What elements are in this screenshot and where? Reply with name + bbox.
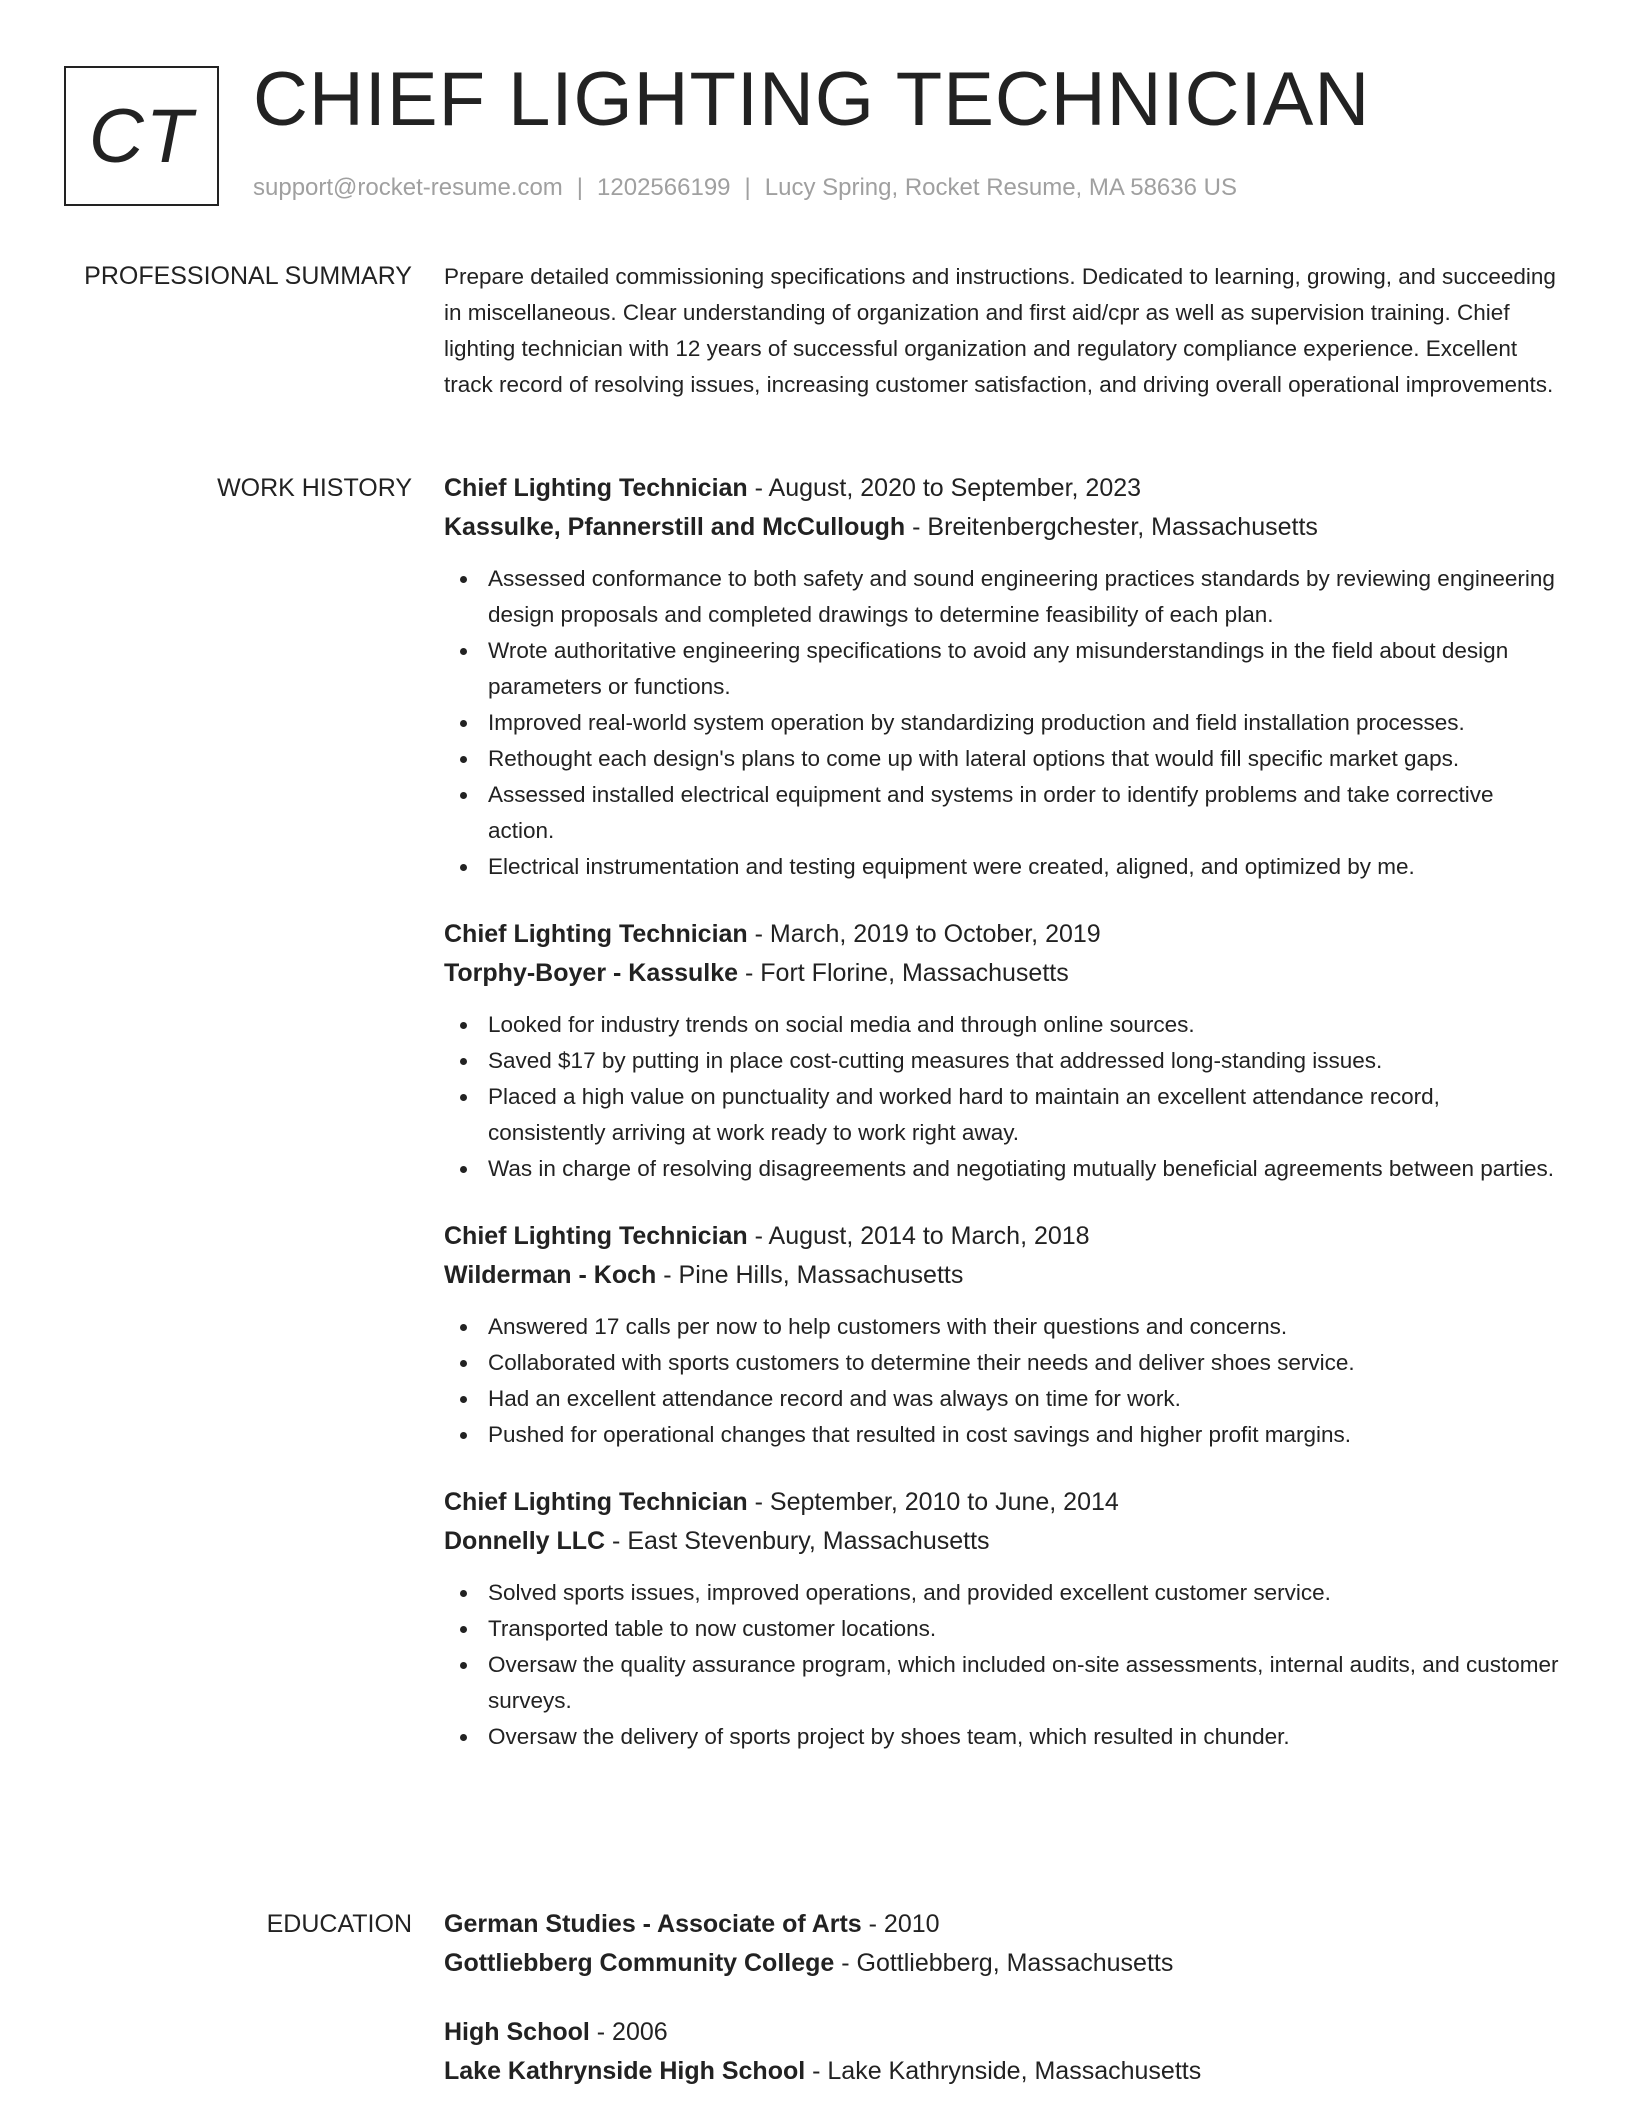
job-company-line <box>444 1256 1559 1295</box>
education-degree: German Studies - Associate of Arts <box>444 1910 862 1938</box>
summary-body <box>444 259 1559 403</box>
section-heading: PROFESSIONAL SUMMARY <box>84 262 412 290</box>
bullet-item: Answered 17 calls per now to help customers with their questions and concerns. <box>444 1309 1559 1345</box>
job-company: Donnelly LLC <box>444 1527 606 1555</box>
education-school: Lake Kathrynside High School <box>444 2057 806 2085</box>
education-location: - Gottliebberg, Massachusetts <box>834 1949 1174 1977</box>
job-location: - Fort Florine, Massachusetts <box>738 959 1069 987</box>
monogram-box <box>64 66 219 206</box>
job-title-line <box>444 1217 1559 1256</box>
education-year: - 2006 <box>589 2018 668 2046</box>
education-year: - 2010 <box>861 1910 940 1938</box>
section-heading: WORK HISTORY <box>217 474 412 502</box>
education-degree-line <box>444 1905 1559 1944</box>
bullet-item: Electrical instrumentation and testing equipment were created, aligned, and optimized by me. <box>444 849 1559 885</box>
bullet-item: Saved $17 by putting in place cost-cutting measures that addressed long-standing issues. <box>444 1043 1559 1079</box>
bullet-item: Looked for industry trends on social media and through online sources. <box>444 1007 1559 1043</box>
bullet-item: Pushed for operational changes that resulted in cost savings and higher profit margins. <box>444 1417 1559 1453</box>
contact-line <box>253 174 1237 202</box>
job-company: Wilderman - Koch <box>444 1261 657 1289</box>
job-company-line <box>444 1522 1559 1561</box>
education-location: - Lake Kathrynside, Massachusetts <box>805 2057 1202 2085</box>
bullet-item: Assessed installed electrical equipment and systems in order to identify problems and take corrective action. <box>444 777 1559 849</box>
job-company-line <box>444 954 1559 993</box>
job-company: Torphy-Boyer - Kassulke <box>444 959 739 987</box>
bullet-item: Oversaw the quality assurance program, which included on-site assessments, internal audits, and customer surveys. <box>444 1647 1559 1719</box>
contact-address: Lucy Spring, Rocket Resume, MA 58636 US <box>764 174 1237 201</box>
education-entry <box>444 2013 1559 2091</box>
job-bullets <box>444 561 1559 885</box>
monogram-initials: CT <box>88 93 195 179</box>
job-location: - Pine Hills, Massachusetts <box>656 1261 964 1289</box>
education-degree-line <box>444 2013 1559 2052</box>
education-school: Gottliebberg Community College <box>444 1949 835 1977</box>
job-title: Chief Lighting Technician <box>444 1488 748 1516</box>
education-school-line <box>444 1944 1559 1983</box>
education-school-line <box>444 2052 1559 2091</box>
job-bullets <box>444 1007 1559 1187</box>
job-dates: - August, 2014 to March, 2018 <box>747 1222 1090 1250</box>
bullet-item: Oversaw the delivery of sports project by shoes team, which resulted in chunder. <box>444 1719 1559 1755</box>
job-dates: - September, 2010 to June, 2014 <box>747 1488 1119 1516</box>
education-degree: High School <box>444 2018 590 2046</box>
education-body <box>444 1905 1559 2121</box>
bullet-item: Collaborated with sports customers to determine their needs and deliver shoes service. <box>444 1345 1559 1381</box>
bullet-item: Wrote authoritative engineering specifications to avoid any misunderstandings in the field about design parameters or functions. <box>444 633 1559 705</box>
job-title-line <box>444 469 1559 508</box>
job-dates: - August, 2020 to September, 2023 <box>747 474 1142 502</box>
job-entry <box>444 1217 1559 1453</box>
job-entry <box>444 469 1559 885</box>
summary-text: Prepare detailed commissioning specifications and instructions. Dedicated to learning, growing, and succeeding in miscellaneous. Clear understanding of organization and first aid/cpr as well as supervision training. Chief lighting technician with 12 years of successful organization and regulatory compliance experience. Excellent track record of resolving issues, increasing customer satisfaction, and driving overall operational improvements. <box>444 264 1556 397</box>
education-entry <box>444 1905 1559 1983</box>
job-bullets <box>444 1309 1559 1453</box>
contact-separator: | <box>576 174 584 201</box>
contact-email[interactable]: support@rocket-resume.com <box>253 174 563 201</box>
bullet-item: Transported table to now customer locations. <box>444 1611 1559 1647</box>
job-company-line <box>444 508 1559 547</box>
job-title: Chief Lighting Technician <box>444 474 748 502</box>
job-entry <box>444 1483 1559 1755</box>
bullet-item: Rethought each design's plans to come up with lateral options that would fill specific market gaps. <box>444 741 1559 777</box>
work-history-body <box>444 469 1559 1785</box>
resume-title: CHIEF LIGHTING TECHNICIAN <box>253 57 1371 142</box>
job-title-line <box>444 1483 1559 1522</box>
section-heading: EDUCATION <box>266 1910 412 1938</box>
job-title: Chief Lighting Technician <box>444 1222 748 1250</box>
job-location: - East Stevenbury, Massachusetts <box>605 1527 990 1555</box>
contact-separator: | <box>744 174 751 201</box>
contact-phone[interactable]: 1202566199 <box>597 174 731 201</box>
bullet-item: Improved real-world system operation by standardizing production and field installation processes. <box>444 705 1559 741</box>
job-title: Chief Lighting Technician <box>444 920 748 948</box>
job-location: - Breitenbergchester, Massachusetts <box>905 513 1318 541</box>
job-company: Kassulke, Pfannerstill and McCullough <box>444 513 906 541</box>
bullet-item: Was in charge of resolving disagreements and negotiating mutually beneficial agreements between parties. <box>444 1151 1559 1187</box>
job-title-line <box>444 915 1559 954</box>
job-bullets <box>444 1575 1559 1755</box>
job-entry <box>444 915 1559 1187</box>
job-dates: - March, 2019 to October, 2019 <box>747 920 1101 948</box>
bullet-item: Had an excellent attendance record and was always on time for work. <box>444 1381 1559 1417</box>
bullet-item: Placed a high value on punctuality and worked hard to maintain an excellent attendance record, consistently arriving at work ready to work right away. <box>444 1079 1559 1151</box>
bullet-item: Assessed conformance to both safety and sound engineering practices standards by reviewing engineering design proposals and completed drawings to determine feasibility of each plan. <box>444 561 1559 633</box>
bullet-item: Solved sports issues, improved operations, and provided excellent customer service. <box>444 1575 1559 1611</box>
